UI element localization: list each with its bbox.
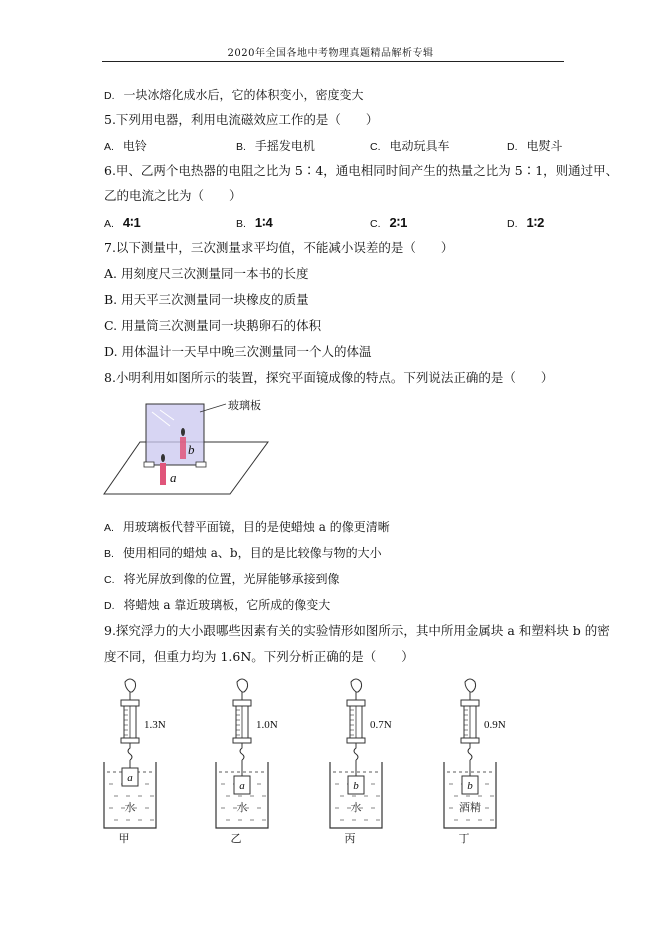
q8-option-a[interactable] [104, 519, 390, 536]
q6-option-b-text: 1∶4 [254, 215, 273, 230]
scale-reading: 1.3N [144, 719, 166, 731]
q7-option-d[interactable]: D. 用体温计一天早中晚三次测量同一个人的体温 [104, 344, 372, 359]
q9-buoyancy-figure [96, 676, 566, 846]
header-rule [102, 61, 564, 62]
q8-option-d-text: 将蜡烛 a 靠近玻璃板，它所成的像变大 [123, 598, 331, 612]
q6-option-d[interactable] [507, 215, 544, 232]
q8-option-b[interactable] [104, 545, 382, 562]
liquid-label: 水 [236, 802, 248, 814]
glass-plate-label: 玻璃板 [228, 400, 261, 412]
hand-icon [237, 679, 248, 692]
q5-stem: 5.下列用电器，利用电流磁效应工作的是（ ） [104, 112, 379, 127]
glass-stand-right [196, 462, 206, 467]
q6-option-a-text: 4∶1 [122, 215, 141, 230]
q5-option-b[interactable] [236, 138, 315, 155]
q7-option-c[interactable]: C. 用量筒三次测量同一块鹅卵石的体积 [104, 318, 322, 333]
q8-option-b-text: 使用相同的蜡烛 a、b，目的是比较像与物的大小 [122, 546, 382, 560]
scale-panel-1 [104, 679, 166, 845]
q6-option-b[interactable] [236, 215, 273, 232]
q6-option-c-text: 2∶1 [389, 215, 408, 230]
q5-option-b-key: B. [236, 141, 246, 153]
q4-option-d-text: 一块冰熔化成水后，它的体积变小，密度变大 [123, 88, 364, 102]
q8-option-d[interactable] [104, 597, 330, 614]
page-header: 2020年全国各地中考物理真题精品解析专辑 [227, 48, 434, 59]
q8-option-a-key: A. [104, 522, 114, 534]
q6-option-b-key: B. [236, 218, 246, 230]
q5-option-d[interactable] [507, 138, 563, 155]
candle-a [160, 463, 166, 485]
q6-stem-line2: 乙的电流之比为（ ） [104, 188, 242, 203]
q6-stem-line1: 6.甲、乙两个电热器的电阻之比为 5∶4，通电相同时间产生的热量之比为 5∶1，则通过甲、 [104, 163, 619, 178]
glass-plate [146, 404, 204, 465]
block-label: b [467, 780, 473, 792]
q5-option-c-text: 电动玩具车 [389, 139, 450, 153]
q9-stem-line1: 9.探究浮力的大小跟哪些因素有关的实验情形如图所示，其中所用金属块 a 和塑料块 b 的密 [104, 623, 610, 638]
scale-reading: 0.7N [370, 719, 392, 731]
liquid-label: 水 [350, 802, 362, 814]
block-label: b [353, 780, 359, 792]
q5-option-a[interactable] [104, 138, 147, 155]
q9-stem-line2: 度不同，但重力均为 1.6N。下列分析正确的是（ ） [104, 649, 414, 664]
q7-option-b[interactable]: B. 用天平三次测量同一块橡皮的质量 [104, 292, 309, 307]
label-b: b [188, 442, 195, 457]
panel-caption: 丙 [344, 833, 356, 845]
q7-stem: 7.以下测量中，三次测量求平均值，不能减小误差的是（ ） [104, 240, 454, 255]
q6-option-c[interactable] [370, 215, 407, 232]
panel-caption: 甲 [118, 833, 130, 845]
liquid-label: 酒精 [459, 802, 481, 814]
q6-option-d-text: 1∶2 [526, 215, 545, 230]
scale-panel-4 [444, 679, 506, 845]
glass-stand-left [144, 462, 154, 467]
q6-option-a-key: A. [104, 218, 114, 230]
hand-icon [351, 679, 362, 692]
q6-option-c-key: C. [370, 218, 381, 230]
q8-option-c-text: 将光屏放到像的位置，光屏能够承接到像 [123, 572, 340, 586]
q8-option-c-key: C. [104, 574, 115, 586]
q5-option-a-key: A. [104, 141, 114, 153]
panel-caption: 丁 [458, 833, 470, 845]
q5-option-c[interactable] [370, 138, 450, 155]
scale-panel-2 [216, 679, 278, 845]
q8-stem: 8.小明利用如图所示的装置，探究平面镜成像的特点。下列说法正确的是（ ） [104, 370, 554, 385]
candle-b [180, 437, 186, 459]
q5-option-c-key: C. [370, 141, 381, 153]
hand-icon [125, 679, 136, 692]
q8-option-a-text: 用玻璃板代替平面镜，目的是使蜡烛 a 的像更清晰 [122, 520, 390, 534]
q6-option-a[interactable] [104, 215, 141, 232]
q7-option-a[interactable]: A. 用刻度尺三次测量同一本书的长度 [104, 266, 309, 281]
panel-caption: 乙 [230, 833, 242, 845]
q6-option-d-key: D. [507, 218, 518, 230]
block-label: a [127, 772, 133, 784]
q5-option-a-text: 电铃 [122, 139, 147, 153]
hand-icon [465, 679, 476, 692]
q8-option-c[interactable] [104, 571, 340, 588]
label-a: a [170, 470, 177, 485]
block-label: a [239, 780, 245, 792]
q5-option-d-key: D. [507, 141, 518, 153]
q4-option-d-key: D. [104, 90, 115, 102]
scale-reading: 0.9N [484, 719, 506, 731]
q8-option-b-key: B. [104, 548, 114, 560]
scale-panel-3 [330, 679, 392, 845]
liquid-label: 水 [124, 802, 136, 814]
q4-option-d [104, 87, 364, 104]
q5-option-b-text: 手摇发电机 [254, 139, 315, 153]
q8-option-d-key: D. [104, 600, 115, 612]
q5-option-d-text: 电熨斗 [526, 139, 563, 153]
scale-reading: 1.0N [256, 719, 278, 731]
